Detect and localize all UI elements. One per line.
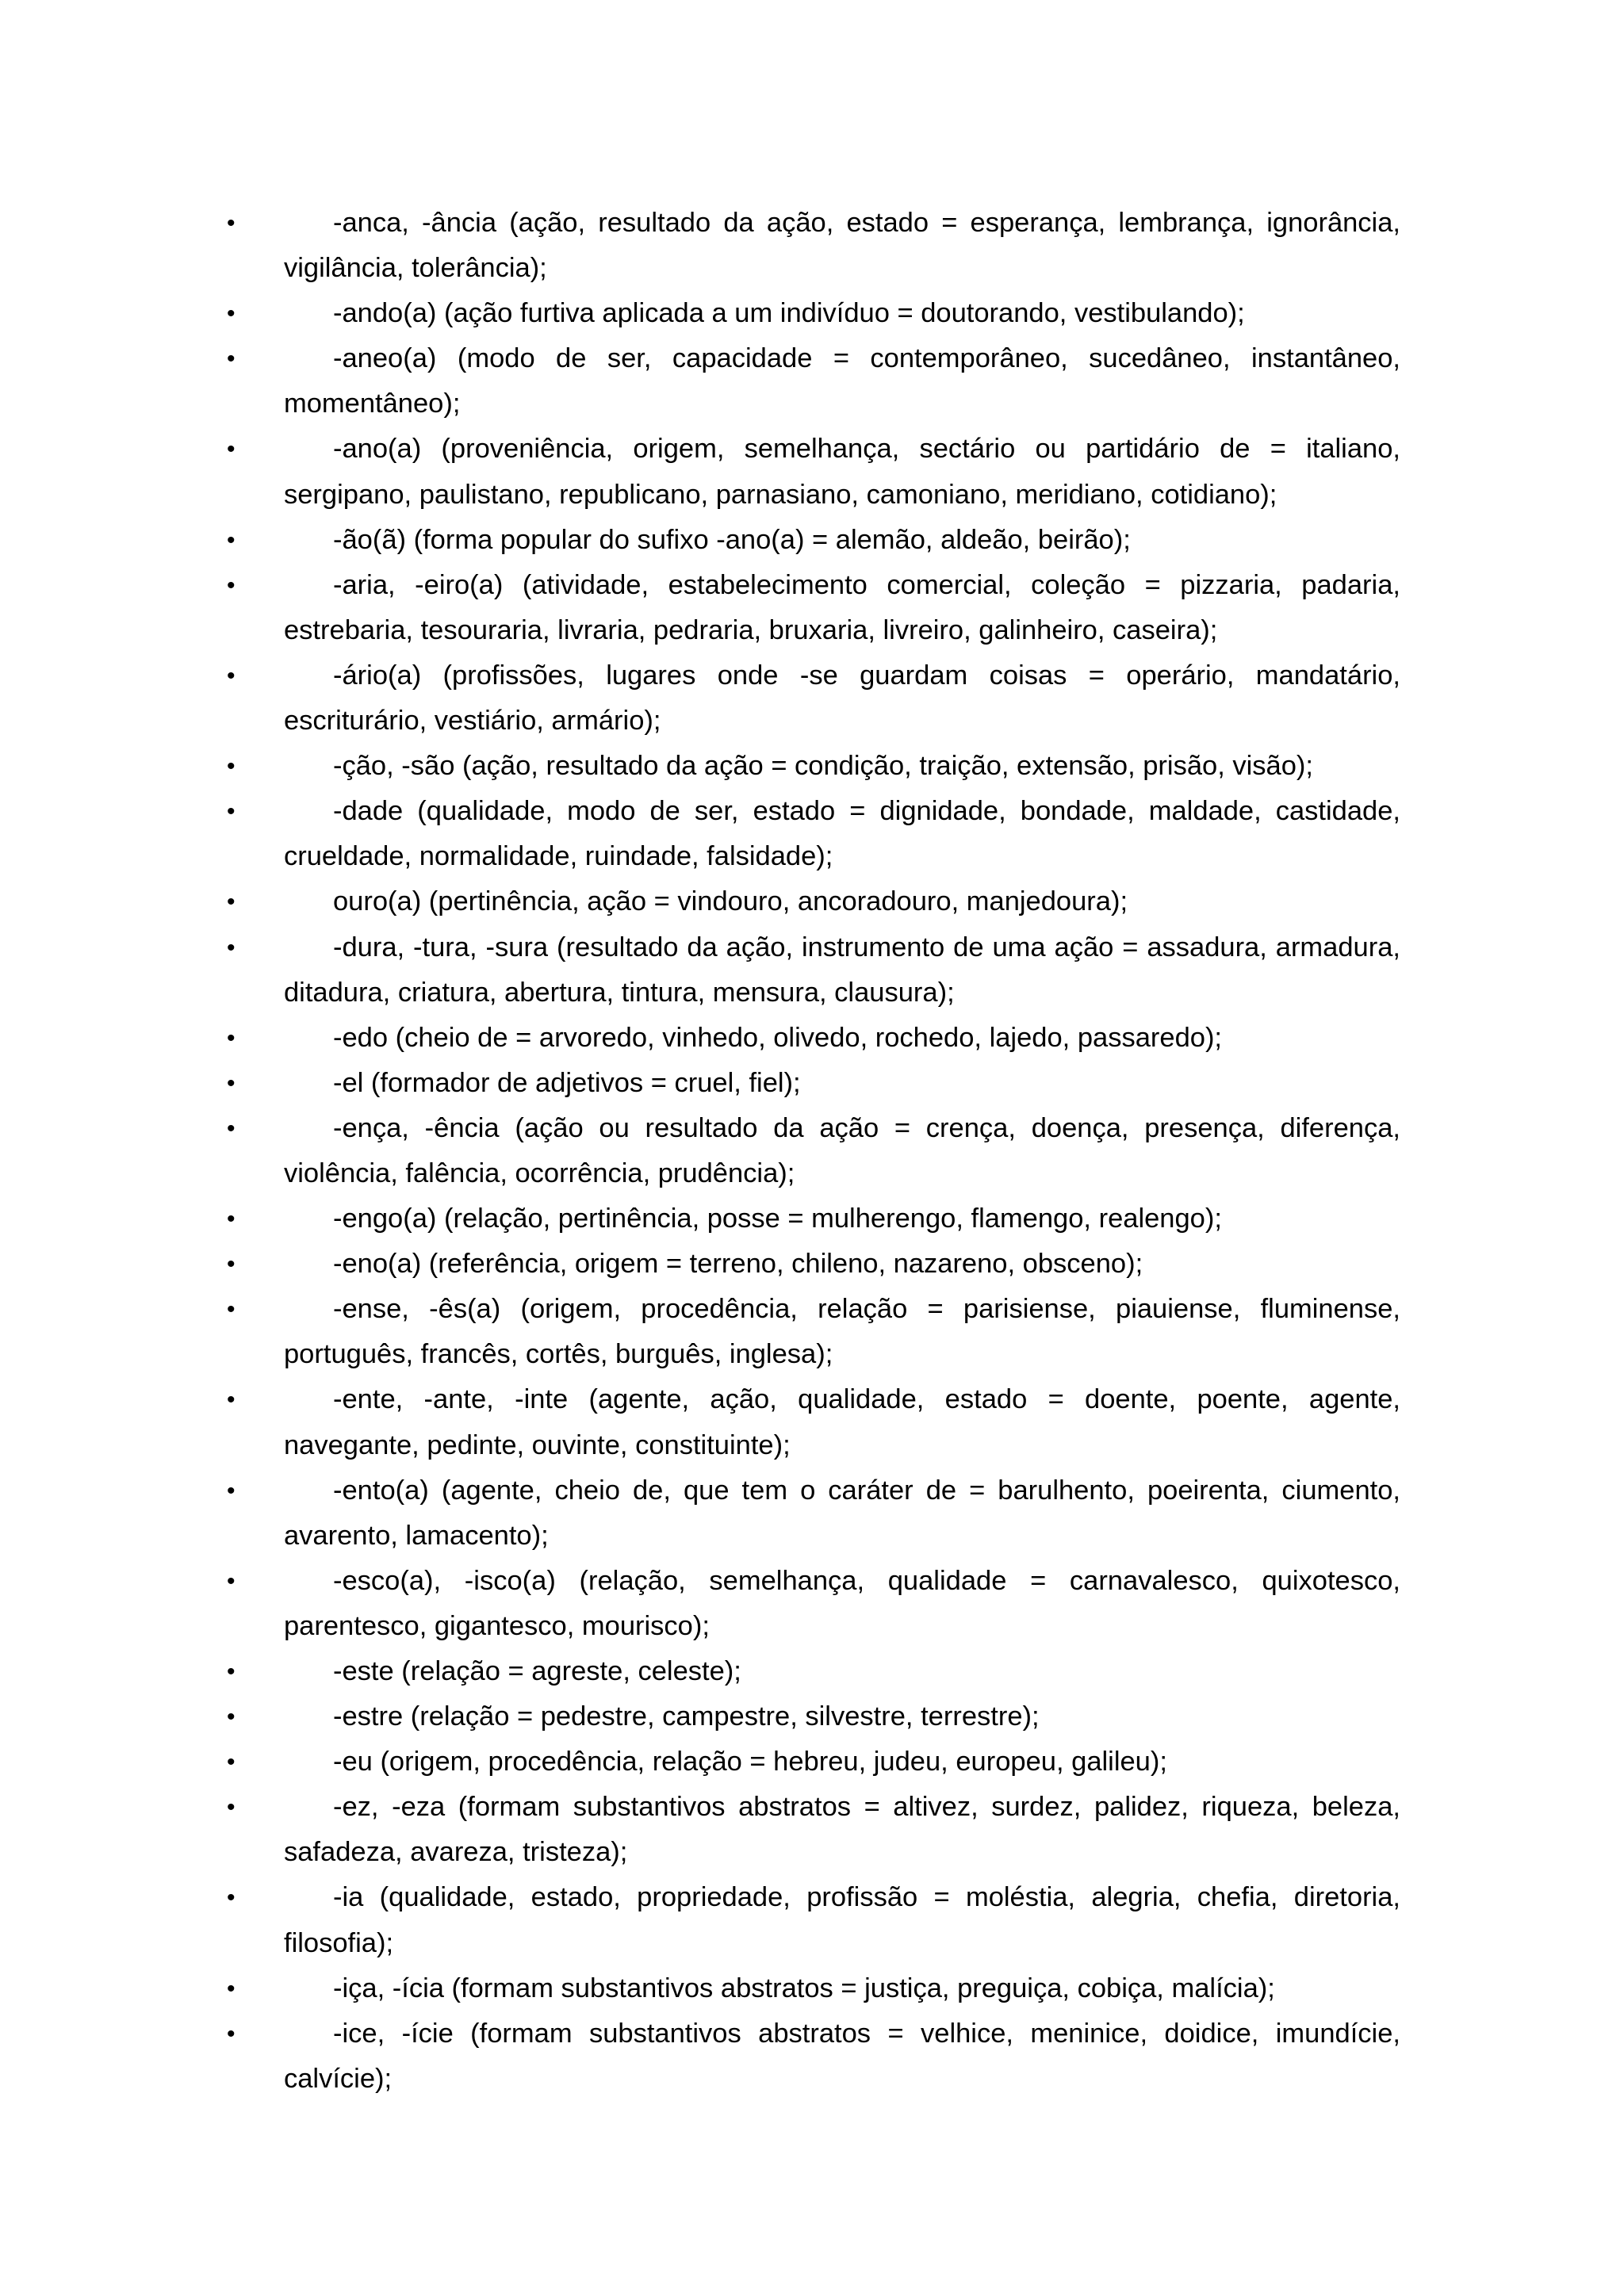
- suffix-list: [227, 201, 1400, 2102]
- bullet-icon: •: [227, 1251, 236, 1278]
- list-item: [227, 563, 1400, 653]
- list-item-text: -engo(a) (relação, pertinência, posse = mulherengo, flamengo, realengo);: [333, 1203, 1222, 1234]
- bullet-icon: •: [227, 1477, 236, 1504]
- list-item: [227, 427, 1400, 517]
- list-item-text: -este (relação = agreste, celeste);: [333, 1656, 741, 1686]
- bullet-icon: •: [227, 346, 236, 373]
- list-item-text: -ção, -são (ação, resultado da ação = condição, traição, extensão, prisão, visão);: [333, 751, 1313, 782]
- bullet-icon: •: [227, 1794, 236, 1821]
- list-item: [227, 1242, 1400, 1287]
- list-item: [227, 1739, 1400, 1785]
- bullet-icon: •: [227, 2020, 236, 2047]
- list-item-text: -ia (qualidade, estado, propriedade, profissão = moléstia, alegria, chefia, diretoria, filosofia);: [284, 1882, 1400, 1958]
- bullet-icon: •: [227, 1024, 236, 1051]
- list-item-text: -dade (qualidade, modo de ser, estado = dignidade, bondade, maldade, castidade, crueldade, normalidade, ruindade, falsidade);: [284, 796, 1400, 872]
- list-item: [227, 879, 1400, 924]
- list-item-text: -estre (relação = pedestre, campestre, silvestre, terrestre);: [333, 1701, 1040, 1732]
- bullet-icon: •: [227, 798, 236, 825]
- bullet-icon: •: [227, 572, 236, 599]
- list-item-text: -ano(a) (proveniência, origem, semelhança, sectário ou partidário de = italiano, sergipano, paulistano, republicano, parnasiano, camoniano, meridiano, cotidiano);: [284, 434, 1400, 510]
- list-item: [227, 1875, 1400, 1965]
- list-item: [227, 336, 1400, 427]
- list-item-text: -anca, -ância (ação, resultado da ação, estado = esperança, lembrança, ignorância, vigilância, tolerância);: [284, 208, 1400, 284]
- list-item: [227, 1966, 1400, 2011]
- bullet-icon: •: [227, 1567, 236, 1594]
- bullet-icon: •: [227, 1659, 236, 1685]
- list-item-text: -ente, -ante, -inte (agente, ação, qualidade, estado = doente, poente, agente, navegante, pedinte, ouvinte, constituinte);: [284, 1384, 1400, 1460]
- list-item: [227, 518, 1400, 563]
- list-item-text: -el (formador de adjetivos = cruel, fiel);: [333, 1067, 801, 1098]
- list-item-text: -iça, -ícia (formam substantivos abstratos = justiça, preguiça, cobiça, malícia);: [333, 1973, 1275, 2003]
- list-item-text: -esco(a), -isco(a) (relação, semelhança, qualidade = carnavalesco, quixotesco, parentesco, gigantesco, mourisco);: [284, 1565, 1400, 1641]
- list-item-text: -aneo(a) (modo de ser, capacidade = contemporâneo, sucedâneo, instantâneo, momentâneo);: [284, 343, 1400, 419]
- list-item-text: -ença, -ência (ação ou resultado da ação = crença, doença, presença, diferença, violência, falência, ocorrência, prudência);: [284, 1112, 1400, 1188]
- bullet-icon: •: [227, 662, 236, 689]
- list-item: [227, 1559, 1400, 1649]
- list-item: [227, 1016, 1400, 1061]
- list-item: [227, 1694, 1400, 1739]
- list-item: [227, 1106, 1400, 1196]
- bullet-icon: •: [227, 1975, 236, 2002]
- bullet-icon: •: [227, 1296, 236, 1323]
- list-item: [227, 1196, 1400, 1242]
- list-item: [227, 744, 1400, 789]
- bullet-icon: •: [227, 1387, 236, 1414]
- bullet-icon: •: [227, 1885, 236, 1911]
- list-item: [227, 1785, 1400, 1875]
- list-item: [227, 1468, 1400, 1559]
- list-item-text: -aria, -eiro(a) (atividade, estabelecimento comercial, coleção = pizzaria, padaria, estrebaria, tesouraria, livraria, pedraria, bruxaria, livreiro, galinheiro, caseira);: [284, 569, 1400, 645]
- bullet-icon: •: [227, 753, 236, 780]
- list-item-text: -ense, -ês(a) (origem, procedência, relação = parisiense, piauiense, fluminense, português, francês, cortês, burguês, inglesa);: [284, 1294, 1400, 1370]
- bullet-icon: •: [227, 300, 236, 327]
- list-item-text: -ento(a) (agente, cheio de, que tem o caráter de = barulhento, poeirenta, ciumento, avarento, lamacento);: [284, 1475, 1400, 1551]
- bullet-icon: •: [227, 436, 236, 463]
- bullet-icon: •: [227, 1070, 236, 1096]
- list-item-text: -ice, -ície (formam substantivos abstratos = velhice, meninice, doidice, imundície, calvície);: [284, 2018, 1400, 2094]
- bullet-icon: •: [227, 1115, 236, 1142]
- bullet-icon: •: [227, 889, 236, 916]
- bullet-icon: •: [227, 1206, 236, 1233]
- list-item: [227, 291, 1400, 336]
- bullet-icon: •: [227, 934, 236, 961]
- bullet-icon: •: [227, 1704, 236, 1731]
- list-item-text: -ão(ã) (forma popular do sufixo -ano(a) = alemão, aldeão, beirão);: [333, 524, 1131, 555]
- list-item-text: ouro(a) (pertinência, ação = vindouro, ancoradouro, manjedoura);: [333, 886, 1128, 917]
- list-item-text: -eno(a) (referência, origem = terreno, chileno, nazareno, obsceno);: [333, 1249, 1143, 1280]
- list-item-text: -ário(a) (profissões, lugares onde -se guardam coisas = operário, mandatário, escriturário, vestiário, armário);: [284, 660, 1400, 737]
- bullet-icon: •: [227, 1749, 236, 1776]
- list-item-text: -eu (origem, procedência, relação = hebreu, judeu, europeu, galileu);: [333, 1747, 1167, 1777]
- list-item: [227, 2011, 1400, 2102]
- list-item: [227, 1287, 1400, 1377]
- list-item-text: -ez, -eza (formam substantivos abstratos = altivez, surdez, palidez, riqueza, beleza, safadeza, avareza, tristeza);: [284, 1792, 1400, 1868]
- list-item: [227, 1649, 1400, 1694]
- list-item: [227, 1377, 1400, 1468]
- list-item-text: -edo (cheio de = arvoredo, vinhedo, olivedo, rochedo, lajedo, passaredo);: [333, 1022, 1223, 1053]
- list-item: [227, 653, 1400, 744]
- list-item-text: -dura, -tura, -sura (resultado da ação, instrumento de uma ação = assadura, armadura, ditadura, criatura, abertura, tintura, mensura, clausura);: [284, 932, 1400, 1008]
- bullet-icon: •: [227, 526, 236, 553]
- list-item: [227, 1061, 1400, 1106]
- list-item: [227, 925, 1400, 1016]
- list-item: [227, 789, 1400, 879]
- list-item: [227, 201, 1400, 291]
- list-item-text: -ando(a) (ação furtiva aplicada a um indivíduo = doutorando, vestibulando);: [333, 298, 1245, 329]
- bullet-icon: •: [227, 210, 236, 236]
